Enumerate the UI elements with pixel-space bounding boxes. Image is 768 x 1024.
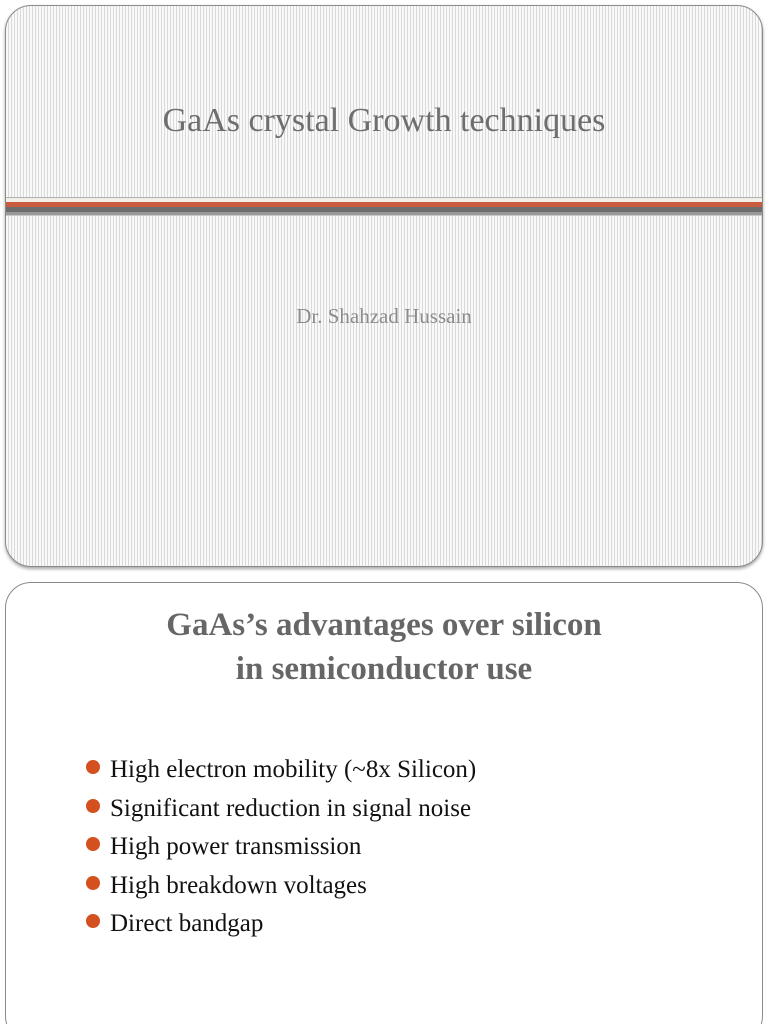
heading-line-2: in semiconductor use <box>235 651 533 687</box>
slide-heading <box>6 603 762 691</box>
bullet-text: High electron mobility (~8x Silicon) <box>110 756 477 783</box>
list-item <box>86 751 476 790</box>
bullet-list <box>86 751 476 944</box>
bullet-dot-icon <box>86 799 100 813</box>
bullet-dot-icon <box>86 876 100 890</box>
list-item <box>86 790 476 829</box>
bullet-dot-icon <box>86 837 100 851</box>
list-item <box>86 867 476 906</box>
bullet-text: Significant reduction in signal noise <box>110 794 472 822</box>
list-item <box>86 905 476 944</box>
slide-subtitle: Dr. Shahzad Hussain <box>296 304 472 328</box>
bullet-text: High power transmission <box>110 833 362 860</box>
bullet-dot-icon <box>86 914 100 928</box>
heading-line-1: GaAs’s advantages over silicon <box>166 607 602 643</box>
title-divider <box>6 197 762 217</box>
title-slide <box>5 5 763 567</box>
content-slide <box>5 582 763 1024</box>
bullet-dot-icon <box>86 760 100 774</box>
bullet-text: Direct bandgap <box>110 910 264 937</box>
bullet-text: High breakdown voltages <box>110 871 367 899</box>
list-item <box>86 828 476 867</box>
slide-title: GaAs crystal Growth techniques <box>162 102 606 139</box>
divider-bottom-line <box>6 215 762 216</box>
